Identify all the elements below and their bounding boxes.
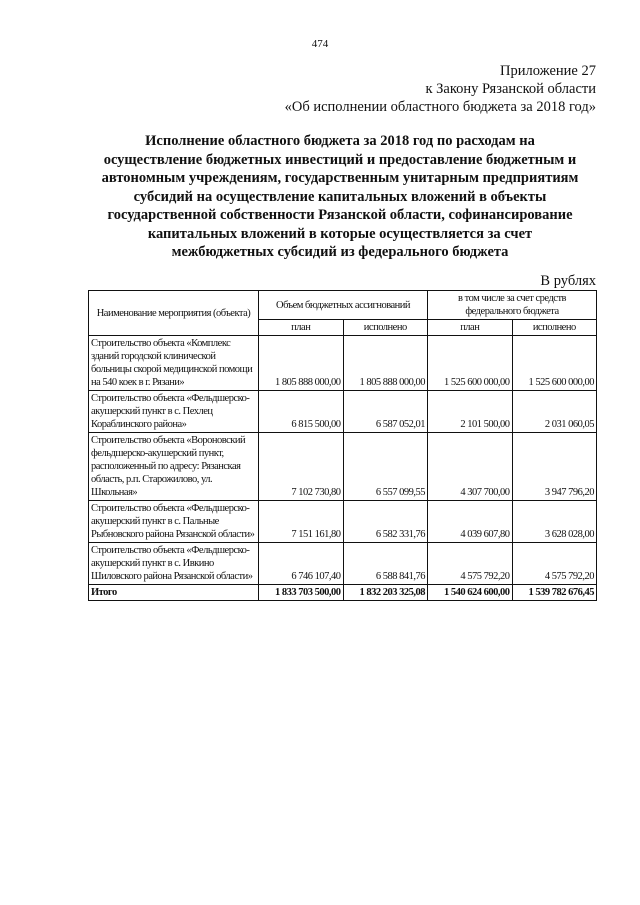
table-row xyxy=(89,501,597,543)
units-label: В рублях xyxy=(540,273,596,289)
title-line: государственной собственности Рязанской области, софинансирование xyxy=(107,207,573,223)
table-row xyxy=(89,336,597,391)
total-plan: 1 833 703 500,00 xyxy=(259,585,344,601)
title-line: капитальных вложений в которые осуществляется за счет xyxy=(147,225,533,242)
total-federal-done: 1 539 782 676,45 xyxy=(512,585,597,601)
row-name: Строительство объекта «Вороновский фельдшерско-акушерский пункт, расположенный по адресу: Рязанская область, р.п. Старожилово, ул. Школьная» xyxy=(89,433,259,501)
row-done: 1 805 888 000,00 xyxy=(343,336,428,391)
row-federal-done: 2 031 060,05 xyxy=(512,391,597,433)
appendix-line-2: к Закону Рязанской области xyxy=(425,81,596,97)
table-row xyxy=(89,391,597,433)
row-plan: 7 151 161,80 xyxy=(259,501,344,543)
table-row xyxy=(89,433,597,501)
appendix-line-3: «Об исполнении областного бюджета за 2018 год» xyxy=(284,99,596,115)
row-federal-plan: 4 575 792,20 xyxy=(428,543,513,585)
total-label: Итого xyxy=(89,585,259,601)
row-plan: 6 746 107,40 xyxy=(259,543,344,585)
row-plan: 1 805 888 000,00 xyxy=(259,336,344,391)
row-done: 6 587 052,01 xyxy=(343,391,428,433)
row-plan: 7 102 730,80 xyxy=(259,433,344,501)
row-plan: 6 815 500,00 xyxy=(259,391,344,433)
table-row xyxy=(89,543,597,585)
header-volume: Объем бюджетных ассигнований xyxy=(259,291,428,320)
row-federal-done: 1 525 600 000,00 xyxy=(512,336,597,391)
title-line: осуществление бюджетных инвестиций и предоставление бюджетным и xyxy=(103,151,577,168)
row-federal-done: 3 628 028,00 xyxy=(512,501,597,543)
document-title xyxy=(60,132,620,262)
row-federal-plan: 4 039 607,80 xyxy=(428,501,513,543)
header-done: исполнено xyxy=(343,320,428,336)
header-name: Наименование мероприятия (объекта) xyxy=(89,291,259,336)
total-federal-plan: 1 540 624 600,00 xyxy=(428,585,513,601)
appendix-line-1: Приложение 27 xyxy=(500,63,596,79)
row-name: Строительство объекта «Комплекс зданий городской клинической больницы скорой медицинской помощи на 540 коек в г. Рязани» xyxy=(89,336,259,391)
row-federal-done: 4 575 792,20 xyxy=(512,543,597,585)
row-federal-done: 3 947 796,20 xyxy=(512,433,597,501)
row-done: 6 557 099,55 xyxy=(343,433,428,501)
total-row xyxy=(89,585,597,601)
header-federal-plan: план xyxy=(428,320,513,336)
row-done: 6 588 841,76 xyxy=(343,543,428,585)
row-federal-plan: 2 101 500,00 xyxy=(428,391,513,433)
appendix-header xyxy=(285,62,596,116)
header-federal: в том числе за счет средств федерального бюджета xyxy=(428,291,597,320)
budget-table xyxy=(88,290,597,601)
page-number: 474 xyxy=(311,38,329,50)
header-federal-done: исполнено xyxy=(512,320,597,336)
title-line: автономным учреждениям, государственным унитарным предприятиям xyxy=(101,170,579,186)
title-line: межбюджетных субсидий из федерального бюджета xyxy=(171,244,509,260)
title-line: субсидий на осуществление капитальных вложений в объекты xyxy=(133,188,547,205)
row-name: Строительство объекта «Фельдшерско-акушерский пункт в с. Пальные Рыбновского района Рязанской области» xyxy=(89,501,259,543)
title-line: Исполнение областного бюджета за 2018 год по расходам на xyxy=(145,133,535,149)
header-plan: план xyxy=(259,320,344,336)
row-federal-plan: 4 307 700,00 xyxy=(428,433,513,501)
row-name: Строительство объекта «Фельдшерско-акушерский пункт в с. Ивкино Шиловского района Рязанской области» xyxy=(89,543,259,585)
row-federal-plan: 1 525 600 000,00 xyxy=(428,336,513,391)
row-done: 6 582 331,76 xyxy=(343,501,428,543)
total-done: 1 832 203 325,08 xyxy=(343,585,428,601)
row-name: Строительство объекта «Фельдшерско-акушерский пункт в с. Пехлец Кораблинского района» xyxy=(89,391,259,433)
